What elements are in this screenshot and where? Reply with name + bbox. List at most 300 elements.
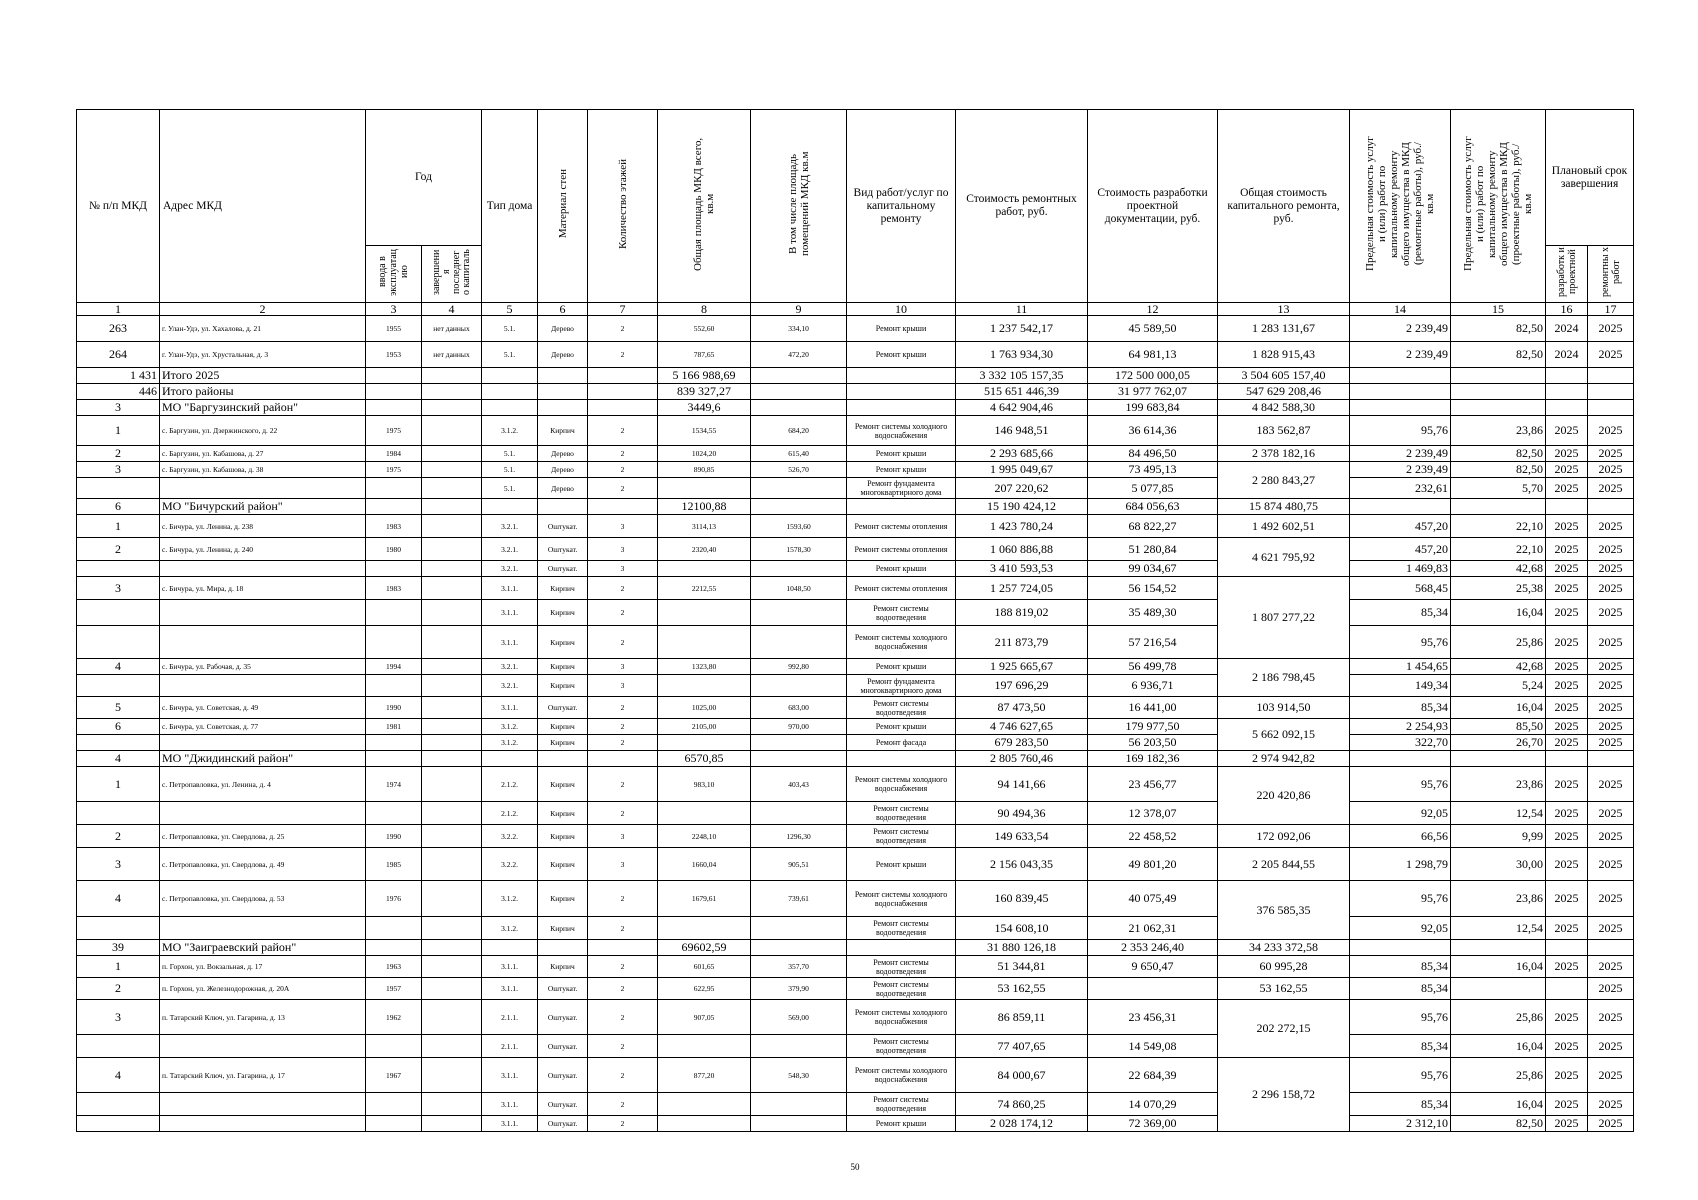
table-cell: с. Баргузин, ул. Дзержинского, д. 22 (160, 416, 366, 446)
column-number-row (77, 303, 1634, 316)
table-cell: 2025 (1588, 956, 1634, 978)
header-year: Год (366, 110, 482, 246)
table-cell (1451, 384, 1546, 400)
table-cell: 2025 (1588, 802, 1634, 825)
table-cell: 2025 (1546, 848, 1588, 881)
table-cell: 10 (847, 303, 956, 316)
table-cell (77, 735, 160, 751)
table-cell: с. Баргузин, ул. Кабашова, д. 27 (160, 446, 366, 462)
table-cell (1546, 940, 1588, 956)
table-cell: 1 283 131,67 (1218, 316, 1350, 342)
header-house-type: Тип дома (482, 110, 538, 303)
table-cell: 5 077,85 (1088, 478, 1218, 499)
table-row (77, 1093, 1634, 1116)
table-row (77, 917, 1634, 940)
table-cell: Ремонт крыши (847, 462, 956, 478)
table-cell (1350, 499, 1451, 515)
table-cell (658, 561, 751, 577)
table-cell: 2025 (1546, 881, 1588, 917)
table-cell: 6 (538, 303, 588, 316)
table-cell: 45 589,50 (1088, 316, 1218, 342)
table-cell: 3 332 105 157,35 (956, 368, 1088, 384)
table-cell: Ремонт системы холодного водоснабжения (847, 881, 956, 917)
table-cell: 2.1.1. (482, 1035, 538, 1058)
table-cell (160, 600, 366, 626)
table-cell: 42,68 (1451, 659, 1546, 675)
table-cell: 2 (588, 956, 658, 978)
table-cell (422, 400, 482, 416)
table-cell (366, 940, 422, 956)
table-cell: 149,34 (1350, 675, 1451, 697)
table-cell (160, 675, 366, 697)
table-cell: Ремонт системы холодного водоснабжения (847, 416, 956, 446)
table-cell: 5.1. (482, 446, 538, 462)
table-cell: 905,51 (751, 848, 847, 881)
table-cell: 16,04 (1451, 956, 1546, 978)
table-cell: 2025 (1588, 577, 1634, 600)
table-cell: 1953 (366, 342, 422, 368)
table-cell: 103 914,50 (1218, 697, 1350, 719)
table-cell: 94 141,66 (956, 767, 1088, 802)
table-cell: Кирпич (538, 675, 588, 697)
table-cell: 2 239,49 (1350, 342, 1451, 368)
table-cell: 1 237 542,17 (956, 316, 1088, 342)
table-cell: 1963 (366, 956, 422, 978)
table-cell: 22 458,52 (1088, 825, 1218, 848)
table-cell: 2 974 942,82 (1218, 751, 1350, 767)
table-cell: г. Улан-Удэ, ул. Хахалова, д. 21 (160, 316, 366, 342)
table-cell: 6 936,71 (1088, 675, 1218, 697)
table-cell (588, 499, 658, 515)
table-cell: 2025 (1588, 1000, 1634, 1035)
table-cell: 149 633,54 (956, 825, 1088, 848)
table-cell: 6 (77, 719, 160, 735)
table-cell (1546, 978, 1588, 1000)
table-cell: 2 378 182,16 (1218, 446, 1350, 462)
table-cell: 2025 (1546, 825, 1588, 848)
table-cell: 3.1.1. (482, 600, 538, 626)
table-cell: 68 822,27 (1088, 515, 1218, 538)
district-total-row (77, 751, 1634, 767)
table-cell: 3 (366, 303, 422, 316)
table-cell: 9 650,47 (1088, 956, 1218, 978)
table-cell: МО "Бичурский район" (160, 499, 366, 515)
table-cell: 197 696,29 (956, 675, 1088, 697)
table-cell (160, 1093, 366, 1116)
table-cell: 40 075,49 (1088, 881, 1218, 917)
table-cell: 95,76 (1350, 767, 1451, 802)
table-cell: Кирпич (538, 659, 588, 675)
table-cell (482, 751, 538, 767)
table-cell: 66,56 (1350, 825, 1451, 848)
table-cell (422, 499, 482, 515)
table-cell (160, 802, 366, 825)
table-cell: 1024,20 (658, 446, 751, 462)
table-cell: 2 239,49 (1350, 316, 1451, 342)
table-cell: Итого 2025 (160, 368, 366, 384)
table-cell: 787,65 (658, 342, 751, 368)
table-cell: 983,10 (658, 767, 751, 802)
table-cell: Кирпич (538, 735, 588, 751)
table-cell: 31 880 126,18 (956, 940, 1088, 956)
table-cell: 1296,30 (751, 825, 847, 848)
table-cell: 85,34 (1350, 978, 1451, 1000)
table-cell: МО "Баргузинский район" (160, 400, 366, 416)
table-cell: с. Петропавловка, ул. Ленина, д. 4 (160, 767, 366, 802)
table-cell: 569,00 (751, 1000, 847, 1035)
table-cell: 601,65 (658, 956, 751, 978)
table-cell: Ремонт крыши (847, 848, 956, 881)
table-cell: 13 (1218, 303, 1350, 316)
table-cell: 2320,40 (658, 538, 751, 561)
table-cell: 5.1. (482, 462, 538, 478)
table-cell: 2.1.1. (482, 1000, 538, 1035)
table-cell: 16,04 (1451, 697, 1546, 719)
table-cell: 86 859,11 (956, 1000, 1088, 1035)
table-cell: 85,34 (1350, 1093, 1451, 1116)
table-cell: 3.2.2. (482, 848, 538, 881)
table-cell: МО "Заиграевский район" (160, 940, 366, 956)
table-row (77, 342, 1634, 368)
table-cell: 3.1.1. (482, 626, 538, 659)
table-cell: 2025 (1588, 478, 1634, 499)
table-cell (422, 1058, 482, 1093)
table-cell (1546, 499, 1588, 515)
table-cell (751, 626, 847, 659)
table-cell: 3.1.1. (482, 956, 538, 978)
table-cell: 49 801,20 (1088, 848, 1218, 881)
table-cell: 1967 (366, 1058, 422, 1093)
table-cell: 82,50 (1451, 462, 1546, 478)
table-cell: 12,54 (1451, 917, 1546, 940)
table-cell: 907,05 (658, 1000, 751, 1035)
table-cell: 403,43 (751, 767, 847, 802)
table-cell: 2025 (1588, 515, 1634, 538)
table-cell: Ремонт системы водоотведения (847, 600, 956, 626)
table-cell: 334,10 (751, 316, 847, 342)
table-cell: 1955 (366, 316, 422, 342)
table-cell: 379,90 (751, 978, 847, 1000)
table-cell (751, 802, 847, 825)
table-cell: 1 257 724,05 (956, 577, 1088, 600)
table-cell: 526,70 (751, 462, 847, 478)
table-cell: 3.1.1. (482, 1116, 538, 1132)
table-cell (366, 735, 422, 751)
table-cell: 5,70 (1451, 478, 1546, 499)
table-cell: Ремонт крыши (847, 561, 956, 577)
table-cell: 14 (1350, 303, 1451, 316)
table-cell: Кирпич (538, 600, 588, 626)
table-cell: 839 327,27 (658, 384, 751, 400)
table-cell (422, 697, 482, 719)
table-cell: с. Бичура, ул. Советская, д. 49 (160, 697, 366, 719)
table-cell: 2025 (1546, 1035, 1588, 1058)
table-cell: 56 154,52 (1088, 577, 1218, 600)
table-cell: 3.1.1. (482, 577, 538, 600)
table-cell (1088, 978, 1218, 1000)
table-cell (160, 626, 366, 659)
table-cell: 1660,04 (658, 848, 751, 881)
table-cell: 1 431 (77, 368, 160, 384)
table-cell (588, 940, 658, 956)
table-cell (1588, 940, 1634, 956)
table-cell (366, 561, 422, 577)
table-cell (77, 600, 160, 626)
table-cell: Ремонт системы холодного водоснабжения (847, 1000, 956, 1035)
table-cell (847, 499, 956, 515)
table-cell: 4 (77, 1058, 160, 1093)
table-cell: 2025 (1546, 561, 1588, 577)
table-cell: Оштукат. (538, 1000, 588, 1035)
table-cell: Ремонт крыши (847, 719, 956, 735)
table-cell: Ремонт системы водоотведения (847, 802, 956, 825)
table-cell: Ремонт системы водоотведения (847, 1035, 956, 1058)
table-cell: 3 410 593,53 (956, 561, 1088, 577)
table-cell (77, 802, 160, 825)
table-cell (422, 848, 482, 881)
table-cell: 547 629 208,46 (1218, 384, 1350, 400)
table-cell: 2 028 174,12 (956, 1116, 1088, 1132)
table-cell (422, 956, 482, 978)
table-cell (77, 478, 160, 499)
table-cell: 2025 (1546, 917, 1588, 940)
table-cell: 85,34 (1350, 956, 1451, 978)
table-cell: 232,61 (1350, 478, 1451, 499)
table-cell (658, 1116, 751, 1132)
header-term-design: разработк и проектной (1546, 246, 1588, 303)
table-cell: 568,45 (1350, 577, 1451, 600)
table-cell (482, 384, 538, 400)
table-cell (422, 1093, 482, 1116)
table-row (77, 416, 1634, 446)
header-premises-area: В том числе площадь помещений МКД кв.м (751, 110, 847, 303)
table-cell: 25,86 (1451, 626, 1546, 659)
table-cell: 16,04 (1451, 1093, 1546, 1116)
table-cell: 739,61 (751, 881, 847, 917)
table-cell: 85,34 (1350, 600, 1451, 626)
table-cell: 1 469,83 (1350, 561, 1451, 577)
table-cell: 26,70 (1451, 735, 1546, 751)
table-cell (658, 626, 751, 659)
table-cell (1546, 384, 1588, 400)
table-cell: Оштукат. (538, 1116, 588, 1132)
table-cell: 2 (588, 600, 658, 626)
table-cell: 679 283,50 (956, 735, 1088, 751)
table-cell (422, 767, 482, 802)
table-cell (366, 802, 422, 825)
table-cell: 3 (77, 462, 160, 478)
table-cell: 2025 (1546, 767, 1588, 802)
table-cell: 172 092,06 (1218, 825, 1350, 848)
table-cell: 183 562,87 (1218, 416, 1350, 446)
table-cell: 457,20 (1350, 538, 1451, 561)
table-cell: Ремонт системы водоотведения (847, 956, 956, 978)
table-cell: 2025 (1546, 1116, 1588, 1132)
table-cell: 1 (77, 956, 160, 978)
table-cell (658, 917, 751, 940)
table-cell: 2025 (1546, 735, 1588, 751)
table-cell: 169 182,36 (1088, 751, 1218, 767)
table-cell: 5 (77, 697, 160, 719)
table-cell: 2025 (1588, 600, 1634, 626)
table-cell (1588, 400, 1634, 416)
table-cell (422, 538, 482, 561)
table-cell: 2 (588, 978, 658, 1000)
table-cell (538, 499, 588, 515)
total-row (77, 384, 1634, 400)
table-cell: Ремонт системы водоотведения (847, 917, 956, 940)
table-cell: 1975 (366, 462, 422, 478)
table-cell: 85,34 (1350, 1035, 1451, 1058)
table-cell: МО "Джидинский район" (160, 751, 366, 767)
table-cell: 2025 (1588, 538, 1634, 561)
table-cell: 2025 (1588, 626, 1634, 659)
table-cell (538, 940, 588, 956)
table-cell: 2 (588, 802, 658, 825)
table-cell: 1976 (366, 881, 422, 917)
table-row (77, 446, 1634, 462)
table-cell: 84 496,50 (1088, 446, 1218, 462)
table-cell: 890,85 (658, 462, 751, 478)
table-cell (422, 719, 482, 735)
table-cell: 472,20 (751, 342, 847, 368)
table-cell: Ремонт фундамента многоквартирного дома (847, 675, 956, 697)
table-cell: с. Баргузин, ул. Кабашова, д. 38 (160, 462, 366, 478)
table-cell: 2 (77, 538, 160, 561)
table-cell (751, 384, 847, 400)
table-cell: 11 (956, 303, 1088, 316)
table-cell (160, 1116, 366, 1132)
table-cell: Кирпич (538, 767, 588, 802)
table-cell: 3 (77, 577, 160, 600)
table-cell (847, 940, 956, 956)
table-cell: 2 239,49 (1350, 462, 1451, 478)
table-cell: 2025 (1546, 1000, 1588, 1035)
table-cell (422, 600, 482, 626)
table-cell (422, 978, 482, 1000)
table-cell: 5.1. (482, 478, 538, 499)
table-cell: 322,70 (1350, 735, 1451, 751)
table-cell: 2 (77, 825, 160, 848)
table-cell (482, 499, 538, 515)
table-cell (1588, 751, 1634, 767)
table-cell: Ремонт системы водоотведения (847, 825, 956, 848)
table-cell (1588, 499, 1634, 515)
table-cell: Итого районы (160, 384, 366, 400)
total-row (77, 368, 1634, 384)
table-cell: 22 684,39 (1088, 1058, 1218, 1093)
table-cell: 2 186 798,45 (1218, 659, 1350, 697)
header-repair-cost: Стоимость ремонтных работ, руб. (956, 110, 1088, 303)
table-cell: 2025 (1546, 515, 1588, 538)
table-row (77, 1116, 1634, 1132)
table-cell: 264 (77, 342, 160, 368)
table-cell (422, 940, 482, 956)
table-cell: 2025 (1546, 416, 1588, 446)
table-cell (422, 384, 482, 400)
table-cell (751, 499, 847, 515)
table-cell (658, 675, 751, 697)
header-total-area: Общая площадь МКД всего, кв.м (658, 110, 751, 303)
table-cell (1588, 368, 1634, 384)
table-row (77, 316, 1634, 342)
table-cell (160, 735, 366, 751)
table-cell: Оштукат. (538, 978, 588, 1000)
table-cell: 4 (422, 303, 482, 316)
table-cell: 39 (77, 940, 160, 956)
table-cell: 72 369,00 (1088, 1116, 1218, 1132)
table-cell (1350, 940, 1451, 956)
table-cell: 2025 (1588, 1035, 1634, 1058)
table-cell: Ремонт крыши (847, 1116, 956, 1132)
table-cell: 90 494,36 (956, 802, 1088, 825)
table-cell: 2 280 843,27 (1218, 462, 1350, 499)
table-cell: Кирпич (538, 416, 588, 446)
table-cell: 6570,85 (658, 751, 751, 767)
table-cell: 3.2.1. (482, 675, 538, 697)
table-cell (751, 368, 847, 384)
table-cell (751, 561, 847, 577)
table-cell (538, 751, 588, 767)
table-cell: Кирпич (538, 802, 588, 825)
table-cell (847, 751, 956, 767)
table-cell: 263 (77, 316, 160, 342)
table-cell: 64 981,13 (1088, 342, 1218, 368)
table-cell: 16 (1546, 303, 1588, 316)
table-cell: 3 (588, 675, 658, 697)
table-row (77, 478, 1634, 499)
table-row (77, 767, 1634, 802)
table-cell (366, 400, 422, 416)
table-cell: 2 (588, 626, 658, 659)
table-cell: 1 995 049,67 (956, 462, 1088, 478)
table-cell (1451, 368, 1546, 384)
table-cell (366, 600, 422, 626)
header-wall-material: Материал стен (538, 110, 588, 303)
table-cell: 2025 (1588, 416, 1634, 446)
table-cell: 60 995,28 (1218, 956, 1350, 978)
table-cell: 1957 (366, 978, 422, 1000)
table-cell: 2025 (1588, 978, 1634, 1000)
table-cell (160, 1035, 366, 1058)
table-cell: 154 608,10 (956, 917, 1088, 940)
table-cell: 3.2.1. (482, 515, 538, 538)
table-cell: с. Петропавловка, ул. Свердлова, д. 49 (160, 848, 366, 881)
table-row (77, 1058, 1634, 1093)
table-cell (1350, 751, 1451, 767)
table-cell: 2 (588, 1035, 658, 1058)
table-cell: 74 860,25 (956, 1093, 1088, 1116)
table-cell: Ремонт системы водоотведения (847, 978, 956, 1000)
table-cell: 552,60 (658, 316, 751, 342)
table-row (77, 735, 1634, 751)
table-cell (77, 626, 160, 659)
table-cell: 684,20 (751, 416, 847, 446)
table-cell (538, 384, 588, 400)
table-cell (751, 400, 847, 416)
table-cell: п. Горхон, ул. Железнодорожная, д. 20А (160, 978, 366, 1000)
table-cell: 2 (588, 1058, 658, 1093)
table-cell: 615,40 (751, 446, 847, 462)
table-cell: 99 034,67 (1088, 561, 1218, 577)
table-cell: 9 (751, 303, 847, 316)
table-cell: 1 (77, 515, 160, 538)
table-cell (751, 917, 847, 940)
table-cell: 2 205 844,55 (1218, 848, 1350, 881)
table-cell: 3.1.1. (482, 697, 538, 719)
table-cell (422, 1035, 482, 1058)
table-cell: 1 423 780,24 (956, 515, 1088, 538)
